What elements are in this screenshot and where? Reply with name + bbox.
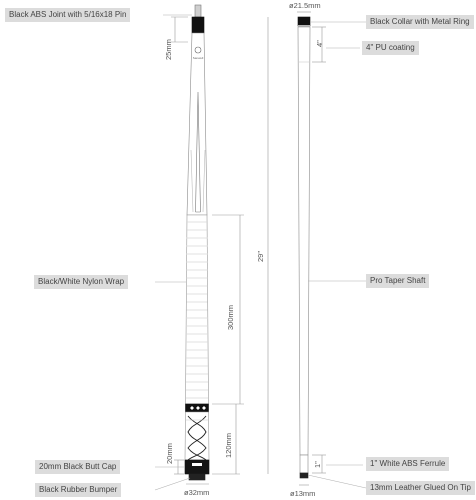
label-rubber-bumper: Black Rubber Bumper: [35, 483, 121, 497]
label-ferrule: 1" White ABS Ferrule: [366, 457, 449, 471]
label-leather-tip: 13mm Leather Glued On Tip: [366, 481, 475, 495]
dim-shaft-top-diameter: ø21.5mm: [289, 1, 321, 10]
butt-sleeve: [185, 412, 209, 460]
logo-text: Sanwell: [192, 56, 204, 60]
label-pro-taper: Pro Taper Shaft: [366, 274, 429, 288]
dim-wrap-length: 300mm: [226, 304, 235, 330]
dim-total-length: 29": [256, 250, 265, 262]
dim-shaft-bottom-diameter: ø13mm: [290, 489, 316, 498]
butt-cue: [185, 5, 209, 480]
nylon-wrap: [186, 215, 209, 404]
shaft-cue: [298, 17, 310, 478]
joint-pin: [195, 5, 201, 17]
label-joint: Black ABS Joint with 5/16x18 Pin: [5, 8, 130, 22]
black-joint: [192, 17, 204, 33]
dim-cap-length: 20mm: [165, 443, 174, 464]
dim-pu-length: 4": [315, 40, 324, 47]
label-nylon-wrap: Black/White Nylon Wrap: [34, 275, 128, 289]
diamond-ring: [186, 404, 209, 412]
butt-cap: [185, 460, 209, 474]
rubber-bumper: [189, 474, 205, 480]
shaft-leader-lines: [308, 22, 366, 488]
label-butt-cap: 20mm Black Butt Cap: [35, 460, 120, 474]
shaft-collar: [298, 17, 310, 26]
shaft-body: [298, 27, 310, 455]
dim-butt-diameter: ø32mm: [184, 488, 210, 497]
shaft-ferrule: [300, 455, 308, 473]
dim-sleeve-length: 120mm: [224, 432, 233, 458]
dim-joint-length: 25mm: [164, 39, 173, 60]
label-pu-coating: 4" PU coating: [362, 41, 419, 55]
label-collar: Black Collar with Metal Ring: [366, 15, 474, 29]
leather-tip: [300, 473, 308, 478]
dim-ferrule-length: 1": [313, 461, 322, 468]
